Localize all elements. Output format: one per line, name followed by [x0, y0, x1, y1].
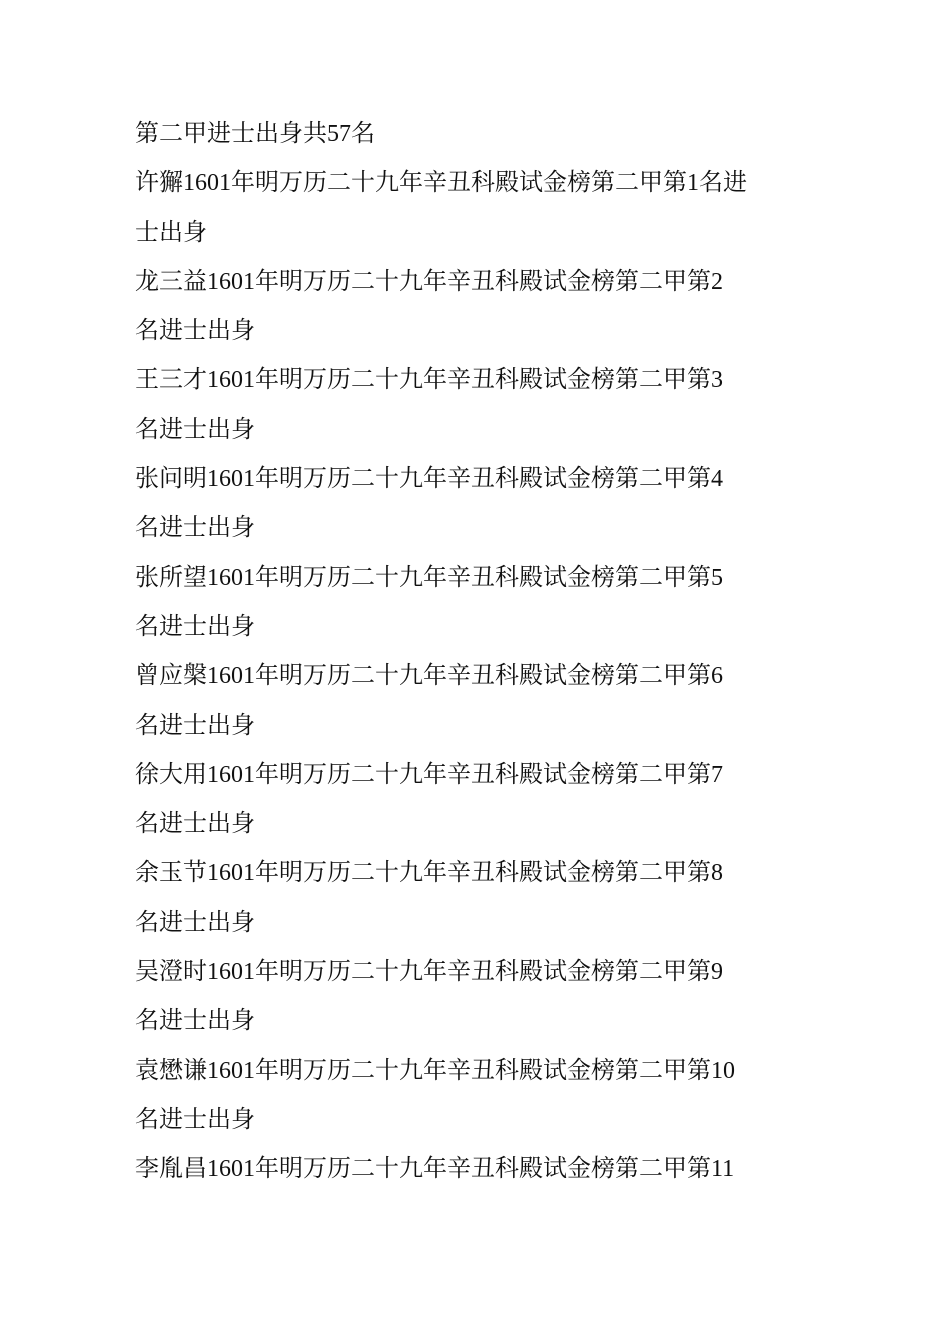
text-line: 张问明1601年明万历二十九年辛丑科殿试金榜第二甲第4 — [135, 466, 723, 493]
text-line: 张所望1601年明万历二十九年辛丑科殿试金榜第二甲第5 — [135, 564, 723, 591]
text-line: 名进士出身 — [135, 909, 255, 936]
text-line: 徐大用1601年明万历二十九年辛丑科殿试金榜第二甲第7 — [135, 761, 723, 788]
text-line: 吴澄时1601年明万历二十九年辛丑科殿试金榜第二甲第9 — [135, 959, 723, 986]
text-line: 曾应槃1601年明万历二十九年辛丑科殿试金榜第二甲第6 — [135, 663, 723, 690]
document-body — [135, 110, 805, 1195]
text-line: 王三才1601年明万历二十九年辛丑科殿试金榜第二甲第3 — [135, 367, 723, 394]
text-line: 名进士出身 — [135, 318, 255, 345]
text-line: 余玉节1601年明万历二十九年辛丑科殿试金榜第二甲第8 — [135, 860, 723, 887]
text-line: 名进士出身 — [135, 515, 255, 542]
text-line: 许獬1601年明万历二十九年辛丑科殿试金榜第二甲第1名进 — [135, 170, 747, 197]
text-line: 名进士出身 — [135, 613, 255, 640]
text-line: 李胤昌1601年明万历二十九年辛丑科殿试金榜第二甲第11 — [135, 1156, 735, 1183]
text-line: 袁懋谦1601年明万历二十九年辛丑科殿试金榜第二甲第10 — [135, 1057, 735, 1084]
text-line: 龙三益1601年明万历二十九年辛丑科殿试金榜第二甲第2 — [135, 268, 723, 295]
text-line: 名进士出身 — [135, 1106, 255, 1133]
text-line: 名进士出身 — [135, 712, 255, 739]
text-line: 士出身 — [135, 219, 207, 246]
document-heading: 第二甲进士出身共57名 — [135, 121, 375, 147]
text-line: 名进士出身 — [135, 811, 255, 838]
text-line: 名进士出身 — [135, 416, 255, 443]
text-line: 名进士出身 — [135, 1008, 255, 1035]
